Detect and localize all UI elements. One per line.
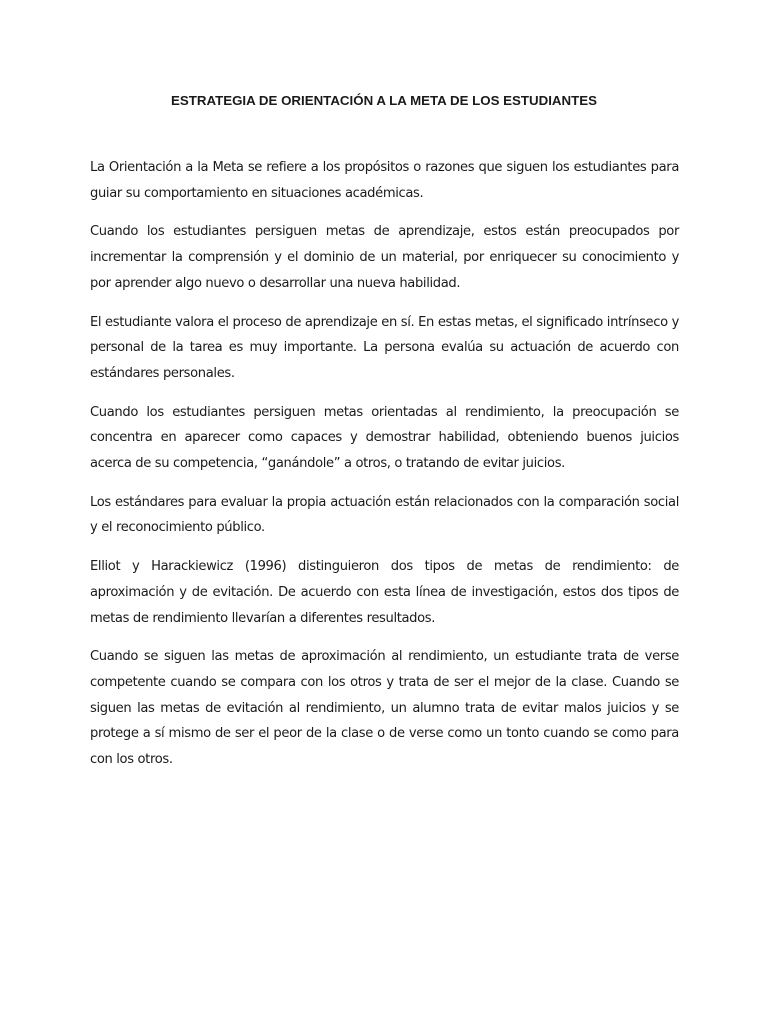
- paragraph-3: El estudiante valora el proceso de aprendizaje en sí. En estas metas, el significado intrínseco y personal de la tarea es muy importante. La persona evalúa su actuación de acuerdo con estándares personales.: [90, 314, 679, 381]
- paragraph-4: Cuando los estudiantes persiguen metas orientadas al rendimiento, la preocupación se concentra en aparecer como capaces y demostrar habilidad, obteniendo buenos juicios acerca de su competencia, “ganándole” a otros, o tratando de evitar juicios.: [90, 404, 679, 472]
- paragraph-2: Cuando los estudiantes persiguen metas de aprendizaje, estos están preocupados por incrementar la comprensión y el dominio de un material, por enriquecer su conocimiento y por aprender algo nuevo o desarrollar una nueva habilidad.: [90, 224, 679, 291]
- paragraph-5: Los estándares para evaluar la propia actuación están relacionados con la comparación social y el reconocimiento público.: [90, 494, 679, 536]
- paragraph-1: La Orientación a la Meta se refiere a los propósitos o razones que siguen los estudiantes para guiar su comportamiento en situaciones académicas.: [90, 160, 679, 201]
- document-body: [90, 155, 679, 786]
- paragraph-7: Cuando se siguen las metas de aproximación al rendimiento, un estudiante trata de verse competente cuando se compara con los otros y trata de ser el mejor de la clase. Cuando se siguen las metas de evitación al rendimiento, un alumno trata de evitar malos juicios y se protege a sí mismo de ser el peor de la clase o de verse como un tonto cuando se como para con los otros.: [90, 649, 679, 768]
- paragraph-6: Elliot y Harackiewicz (1996) distinguieron dos tipos de metas de rendimiento: de aproximación y de evitación. De acuerdo con esta línea de investigación, estos dos tipos de metas de rendimiento llevarían a diferentes resultados.: [90, 559, 679, 626]
- document-title: ESTRATEGIA DE ORIENTACIÓN A LA META DE LOS ESTUDIANTES: [171, 93, 597, 108]
